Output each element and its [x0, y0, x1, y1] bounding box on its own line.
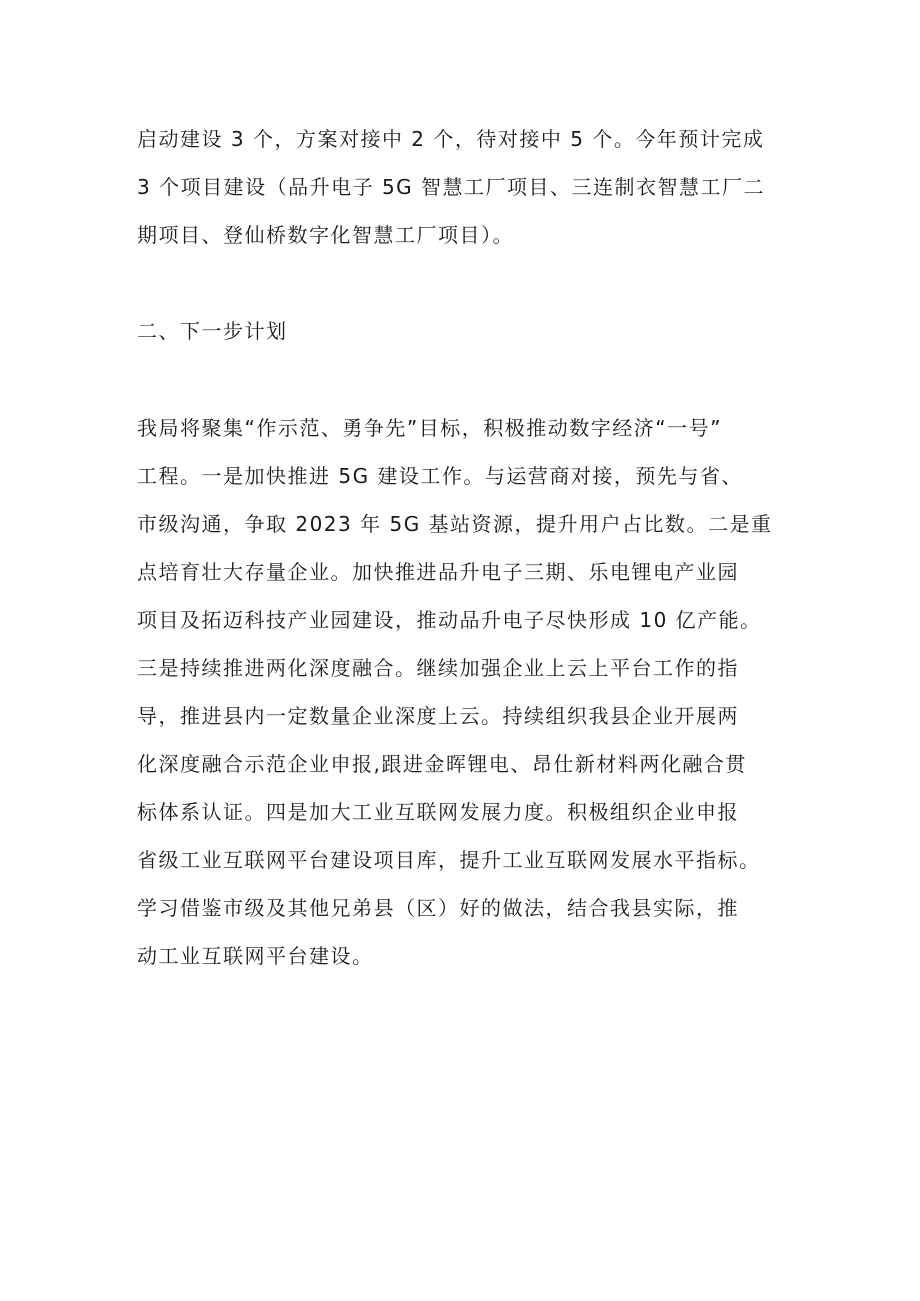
paragraph-1-line-2: 3 个项目建设（品升电子 5G 智慧工厂项目、三连制衣智慧工厂二 — [137, 175, 766, 199]
paragraph-1-line-1: 启动建设 3 个，方案对接中 2 个，待对接中 5 个。今年预计完成 — [137, 127, 765, 151]
paragraph-2-line-8: 化深度融合示范企业申报,跟进金晖锂电、昂仕新材料两化融合贯 — [137, 752, 747, 776]
paragraph-2-line-7: 导，推进县内一定数量企业深度上云。持续组织我县企业开展两 — [137, 704, 739, 728]
section-heading: 二、下一步计划 — [137, 319, 288, 343]
paragraph-2-line-3: 市级沟通，争取 2023 年 5G 基站资源，提升用户占比数。二是重 — [137, 512, 773, 536]
paragraph-2-line-10: 省级工业互联网平台建设项目库，提升工业互联网发展水平指标。 — [137, 848, 761, 872]
paragraph-2-line-4: 点培育壮大存量企业。加快推进品升电子三期、乐电锂电产业园 — [137, 560, 739, 584]
paragraph-2-line-11: 学习借鉴市级及其他兄弟县（区）好的做法，结合我县实际，推 — [137, 896, 739, 920]
paragraph-2-line-6: 三是持续推进两化深度融合。继续加强企业上云上平台工作的指 — [137, 656, 739, 680]
paragraph-2-line-2: 工程。一是加快推进 5G 建设工作。与运营商对接，预先与省、 — [137, 464, 743, 488]
paragraph-2-line-5: 项目及拓迈科技产业园建设，推动品升电子尽快形成 10 亿产能。 — [137, 608, 762, 632]
paragraph-2-line-1: 我局将聚集“作示范、勇争先”目标，积极推动数字经济“一号” — [137, 416, 722, 440]
paragraph-2-line-12: 动工业互联网平台建设。 — [137, 944, 374, 968]
paragraph-2-line-9: 标体系认证。四是加大工业互联网发展力度。积极组织企业申报 — [137, 800, 739, 824]
paragraph-1-line-3: 期项目、登仙桥数字化智慧工厂项目）。 — [137, 223, 514, 247]
